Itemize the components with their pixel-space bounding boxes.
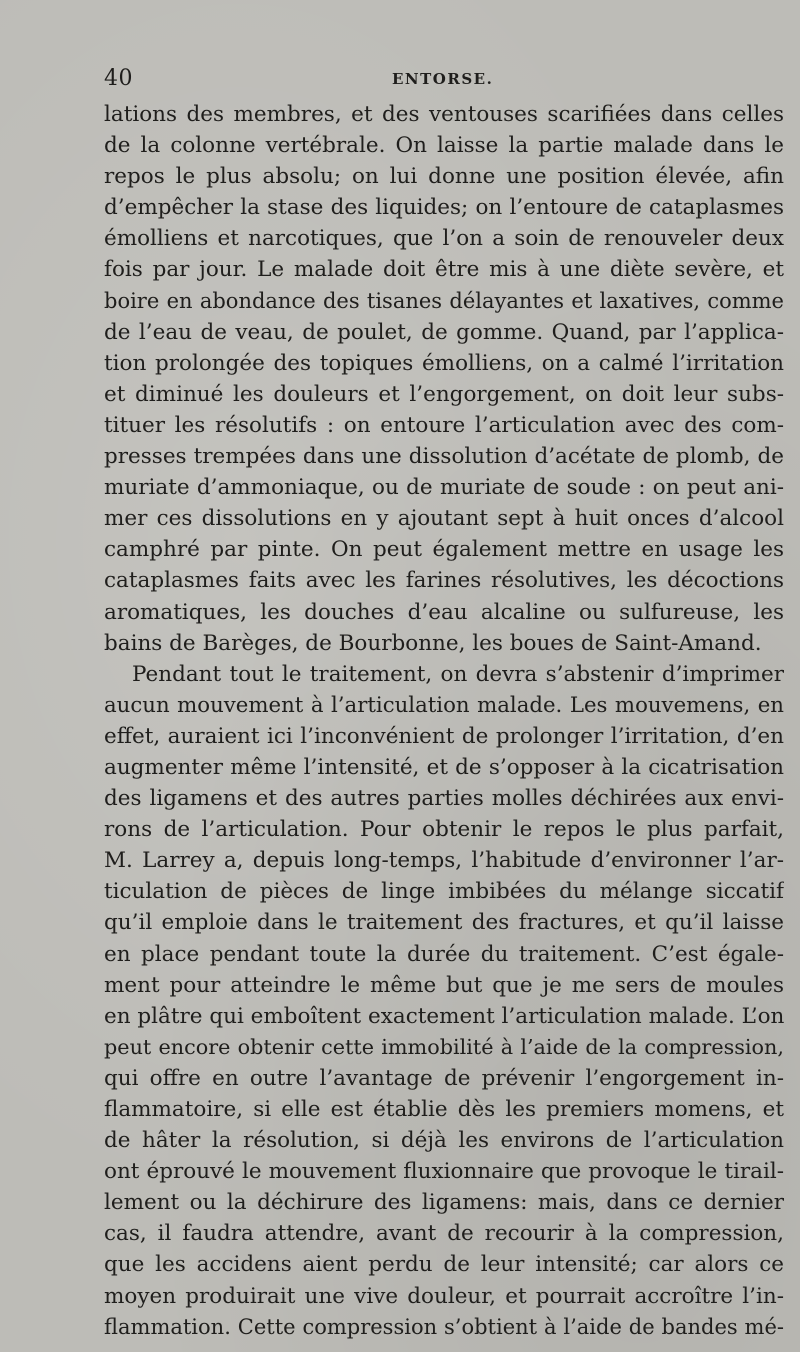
text-line: cas, il faudra attendre, avant de recourir à la compression, xyxy=(104,1221,784,1247)
text-line: ment pour atteindre le même but que je me sers de moules xyxy=(104,972,784,998)
text-line: fois par jour. Le malade doit être mis à une diète sevère, et xyxy=(104,257,784,283)
text-line: mer ces dissolutions en y ajoutant sept à huit onces d’alcool xyxy=(104,506,784,532)
text-line: bains de Barèges, de Bourbonne, les boues de Saint-Amand. xyxy=(104,630,762,656)
text-line: camphré par pinte. On peut également mettre en usage les xyxy=(104,537,784,563)
text-line: muriate d’ammoniaque, ou de muriate de soude : on peut ani- xyxy=(104,475,784,501)
text-line: M. Larrey a, depuis long-temps, l’habitude d’environner l’ar- xyxy=(104,848,784,874)
text-line: qu’il emploie dans le traitement des fractures, et qu’il laisse xyxy=(104,910,784,936)
text-line: et diminué les douleurs et l’engorgement, on doit leur subs- xyxy=(104,381,784,407)
text-line: effet, auraient ici l’inconvénient de prolonger l’irritation, d’en xyxy=(104,723,784,749)
text-line: presses trempées dans une dissolution d’acétate de plomb, de xyxy=(104,444,784,470)
text-line: des ligamens et des autres parties molles déchirées aux envi- xyxy=(104,786,784,812)
text-line: qui offre en outre l’avantage de prévenir l’engorgement in- xyxy=(104,1065,784,1091)
text-line: ticulation de pièces de linge imbibées du mélange siccatif xyxy=(104,879,784,905)
text-line: de hâter la résolution, si déjà les environs de l’articulation xyxy=(104,1128,784,1154)
text-line: en place pendant toute la durée du traitement. C’est égale- xyxy=(104,941,784,967)
text-line: émolliens et narcotiques, que l’on a soin de renouveler deux xyxy=(104,226,784,252)
text-line: Pendant tout le traitement, on devra s’abstenir d’imprimer xyxy=(132,661,784,687)
text-line: d’empêcher la stase des liquides; on l’entoure de cataplasmes xyxy=(104,195,784,221)
text-line: en plâtre qui emboîtent exactement l’articulation malade. L’on xyxy=(104,1003,784,1029)
page-number: 40 xyxy=(104,66,133,91)
text-line: flammation. Cette compression s’obtient à l’aide de bandes mé- xyxy=(104,1314,784,1339)
text-line: tituer les résolutifs : on entoure l’articulation avec des com- xyxy=(104,412,784,438)
text-line: cataplasmes faits avec les farines résolutives, les décoctions xyxy=(104,568,784,594)
text-line: lations des membres, et des ventouses scarifiées dans celles xyxy=(104,102,784,127)
running-title: ENTORSE. xyxy=(392,70,494,88)
running-head xyxy=(104,66,784,98)
text-line: de l’eau de veau, de poulet, de gomme. Quand, par l’applica- xyxy=(104,319,784,345)
text-line: repos le plus absolu; on lui donne une position élevée, afin xyxy=(104,164,784,190)
text-line: tion prolongée des topiques émolliens, on a calmé l’irritation xyxy=(104,350,784,376)
text-line: augmenter même l’intensité, et de s’opposer à la cicatrisation xyxy=(104,754,784,780)
text-line: lement ou la déchirure des ligamens: mais, dans ce dernier xyxy=(104,1190,784,1216)
text-line: aucun mouvement à l’articulation malade. Les mouvemens, en xyxy=(104,692,784,718)
text-line: moyen produirait une vive douleur, et pourrait accroître l’in- xyxy=(104,1283,784,1309)
text-line: peut encore obtenir cette immobilité à l’aide de la compression, xyxy=(104,1034,784,1059)
body-text xyxy=(104,99,784,1343)
text-line: rons de l’articulation. Pour obtenir le repos le plus parfait, xyxy=(104,817,784,843)
text-line: ont éprouvé le mouvement fluxionnaire que provoque le tirail- xyxy=(104,1159,784,1185)
text-line: que les accidens aient perdu de leur intensité; car alors ce xyxy=(104,1252,784,1278)
text-line: flammatoire, si elle est établie dès les premiers momens, et xyxy=(104,1097,784,1122)
text-line: de la colonne vertébrale. On laisse la partie malade dans le xyxy=(104,133,784,159)
text-line: boire en abondance des tisanes délayantes et laxatives, comme xyxy=(104,288,784,313)
text-line: aromatiques, les douches d’eau alcaline ou sulfureuse, les xyxy=(104,599,784,625)
